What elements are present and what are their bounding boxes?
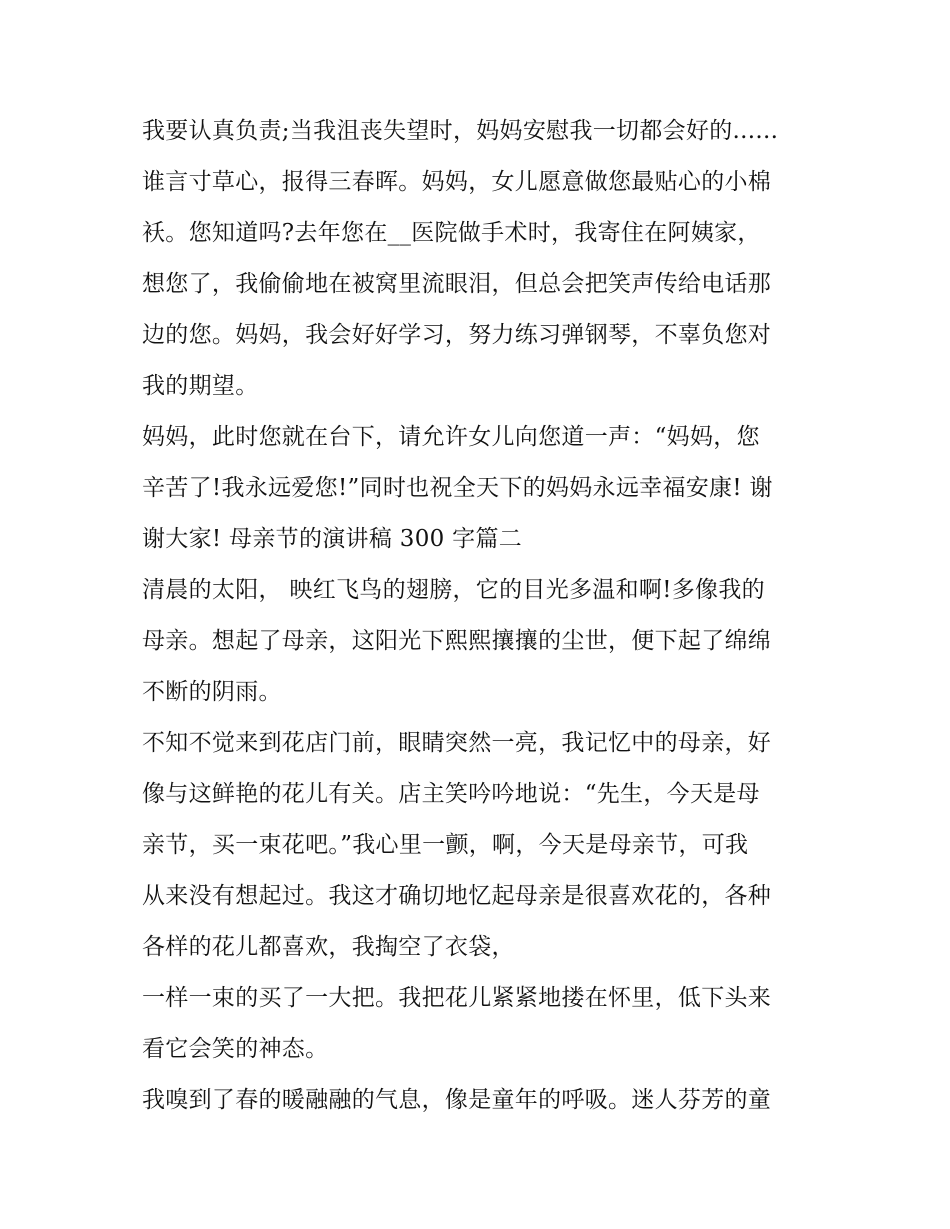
text-line: 我要认真负责;当我沮丧失望时，妈妈安慰我一切都会好的...... [142, 118, 779, 144]
text-line: 一样一束的买了一大把。我把花儿紧紧地搂在怀里，低下头来 [142, 985, 772, 1011]
text-line: 我的期望。 [142, 373, 259, 399]
text-line: 母亲。想起了母亲，这阳光下熙熙攘攘的尘世，便下起了绵绵 [142, 628, 772, 654]
text-line: 边的您。妈妈，我会好好学习，努力练习弹钢琴，不辜负您对 [142, 322, 772, 348]
text-line: 各样的花儿都喜欢，我掏空了衣袋， [142, 934, 515, 960]
text-line: 从来没有想起过。我这才确切地忆起母亲是很喜欢花的，各种 [142, 883, 772, 909]
text-line: 我嗅到了春的暖融融的气息，像是童年的呼吸。迷人芬芳的童 [142, 1087, 772, 1113]
text-line: 想您了，我偷偷地在被窝里流眼泪，但总会把笑声传给电话那 [142, 271, 772, 297]
text-line: 不知不觉来到花店门前，眼睛突然一亮，我记忆中的母亲，好 [142, 730, 772, 756]
text-line: 亲节，买一束花吧。”我心里一颤，啊，今天是母亲节，可我 [142, 832, 749, 858]
text-line: 看它会笑的神态。 [142, 1036, 329, 1062]
text-line: 不断的阴雨。 [142, 679, 282, 705]
text-line: 妈妈，此时您就在台下，请允许女儿向您道一声：“妈妈，您 [142, 424, 760, 450]
text-line: 像与这鲜艳的花儿有关。店主笑吟吟地说：“先生，今天是母 [142, 781, 760, 807]
body-text [142, 106, 822, 1126]
text-line: 袄。您知道吗?去年您在__医院做手术时，我寄住在阿姨家， [142, 220, 761, 246]
text-line: 辛苦了!我永远爱您!”同时也祝全天下的妈妈永远幸福安康! 谢 [142, 475, 773, 501]
section-title-line: 谢大家! 母亲节的演讲稿 300 字篇二 [142, 526, 523, 552]
text-line: 谁言寸草心，报得三春晖。妈妈，女儿愿意做您最贴心的小棉 [142, 169, 772, 195]
text-line: 清晨的太阳， 映红飞鸟的翅膀，它的目光多温和啊!多像我的 [142, 577, 765, 603]
